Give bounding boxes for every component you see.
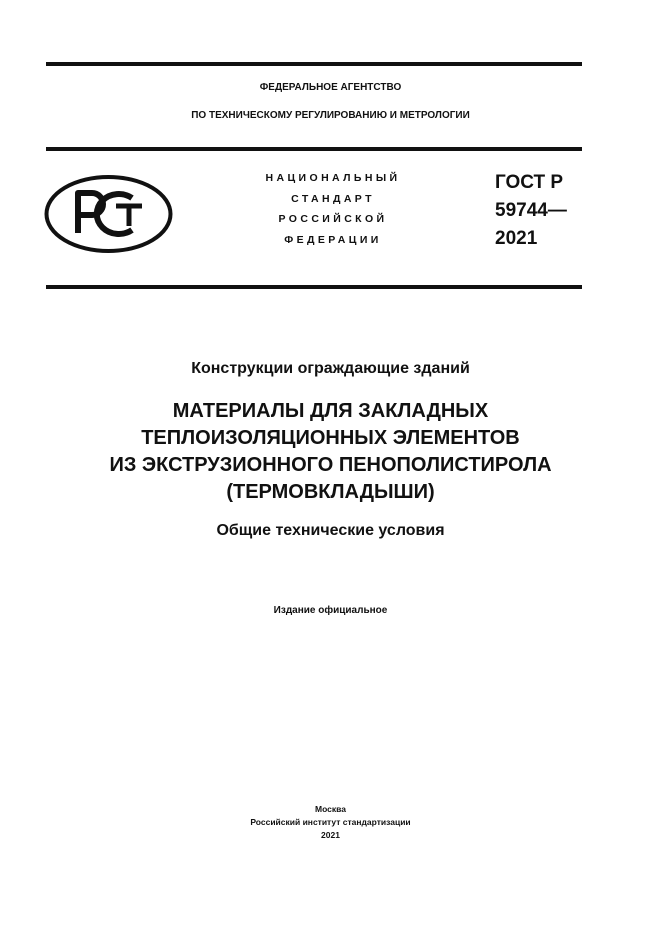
document-subject: Конструкции ограждающие зданий bbox=[191, 360, 470, 377]
designation-line-1: ГОСТ Р bbox=[495, 172, 564, 193]
title-line-3: ИЗ ЭКСТРУЗИОННОГО ПЕНОПОЛИСТИРОЛА bbox=[109, 454, 552, 476]
title-line-1: МАТЕРИАЛЫ ДЛЯ ЗАКЛАДНЫХ bbox=[172, 400, 489, 422]
rst-gost-mark-icon bbox=[44, 174, 173, 254]
section-rule bbox=[46, 285, 582, 289]
agency-line-2: ПО ТЕХНИЧЕСКОМУ РЕГУЛИРОВАНИЮ И МЕТРОЛОГИИ bbox=[191, 110, 470, 121]
imprint-city: Москва bbox=[315, 804, 346, 814]
title-line-4: (ТЕРМОВКЛАДЫШИ) bbox=[226, 481, 435, 503]
designation-line-2: 59744— bbox=[495, 200, 567, 221]
agency-line-1: ФЕДЕРАЛЬНОЕ АГЕНТСТВО bbox=[259, 82, 402, 93]
standard-line-1: НАЦИОНАЛЬНЫЙ bbox=[265, 172, 401, 184]
document-subtitle: Общие технические условия bbox=[216, 522, 445, 539]
imprint-publisher: Российский институт стандартизации bbox=[250, 817, 411, 827]
imprint-year: 2021 bbox=[321, 830, 340, 840]
standard-line-4: ФЕДЕРАЦИИ bbox=[284, 234, 382, 246]
top-rule bbox=[46, 62, 582, 66]
standard-line-3: РОССИЙСКОЙ bbox=[278, 213, 388, 225]
designation-line-3: 2021 bbox=[495, 228, 538, 249]
edition-note: Издание официальное bbox=[273, 605, 388, 616]
standard-line-2: СТАНДАРТ bbox=[291, 193, 375, 205]
header-rule bbox=[46, 147, 582, 151]
title-line-2: ТЕПЛОИЗОЛЯЦИОННЫХ ЭЛЕМЕНТОВ bbox=[141, 427, 520, 449]
